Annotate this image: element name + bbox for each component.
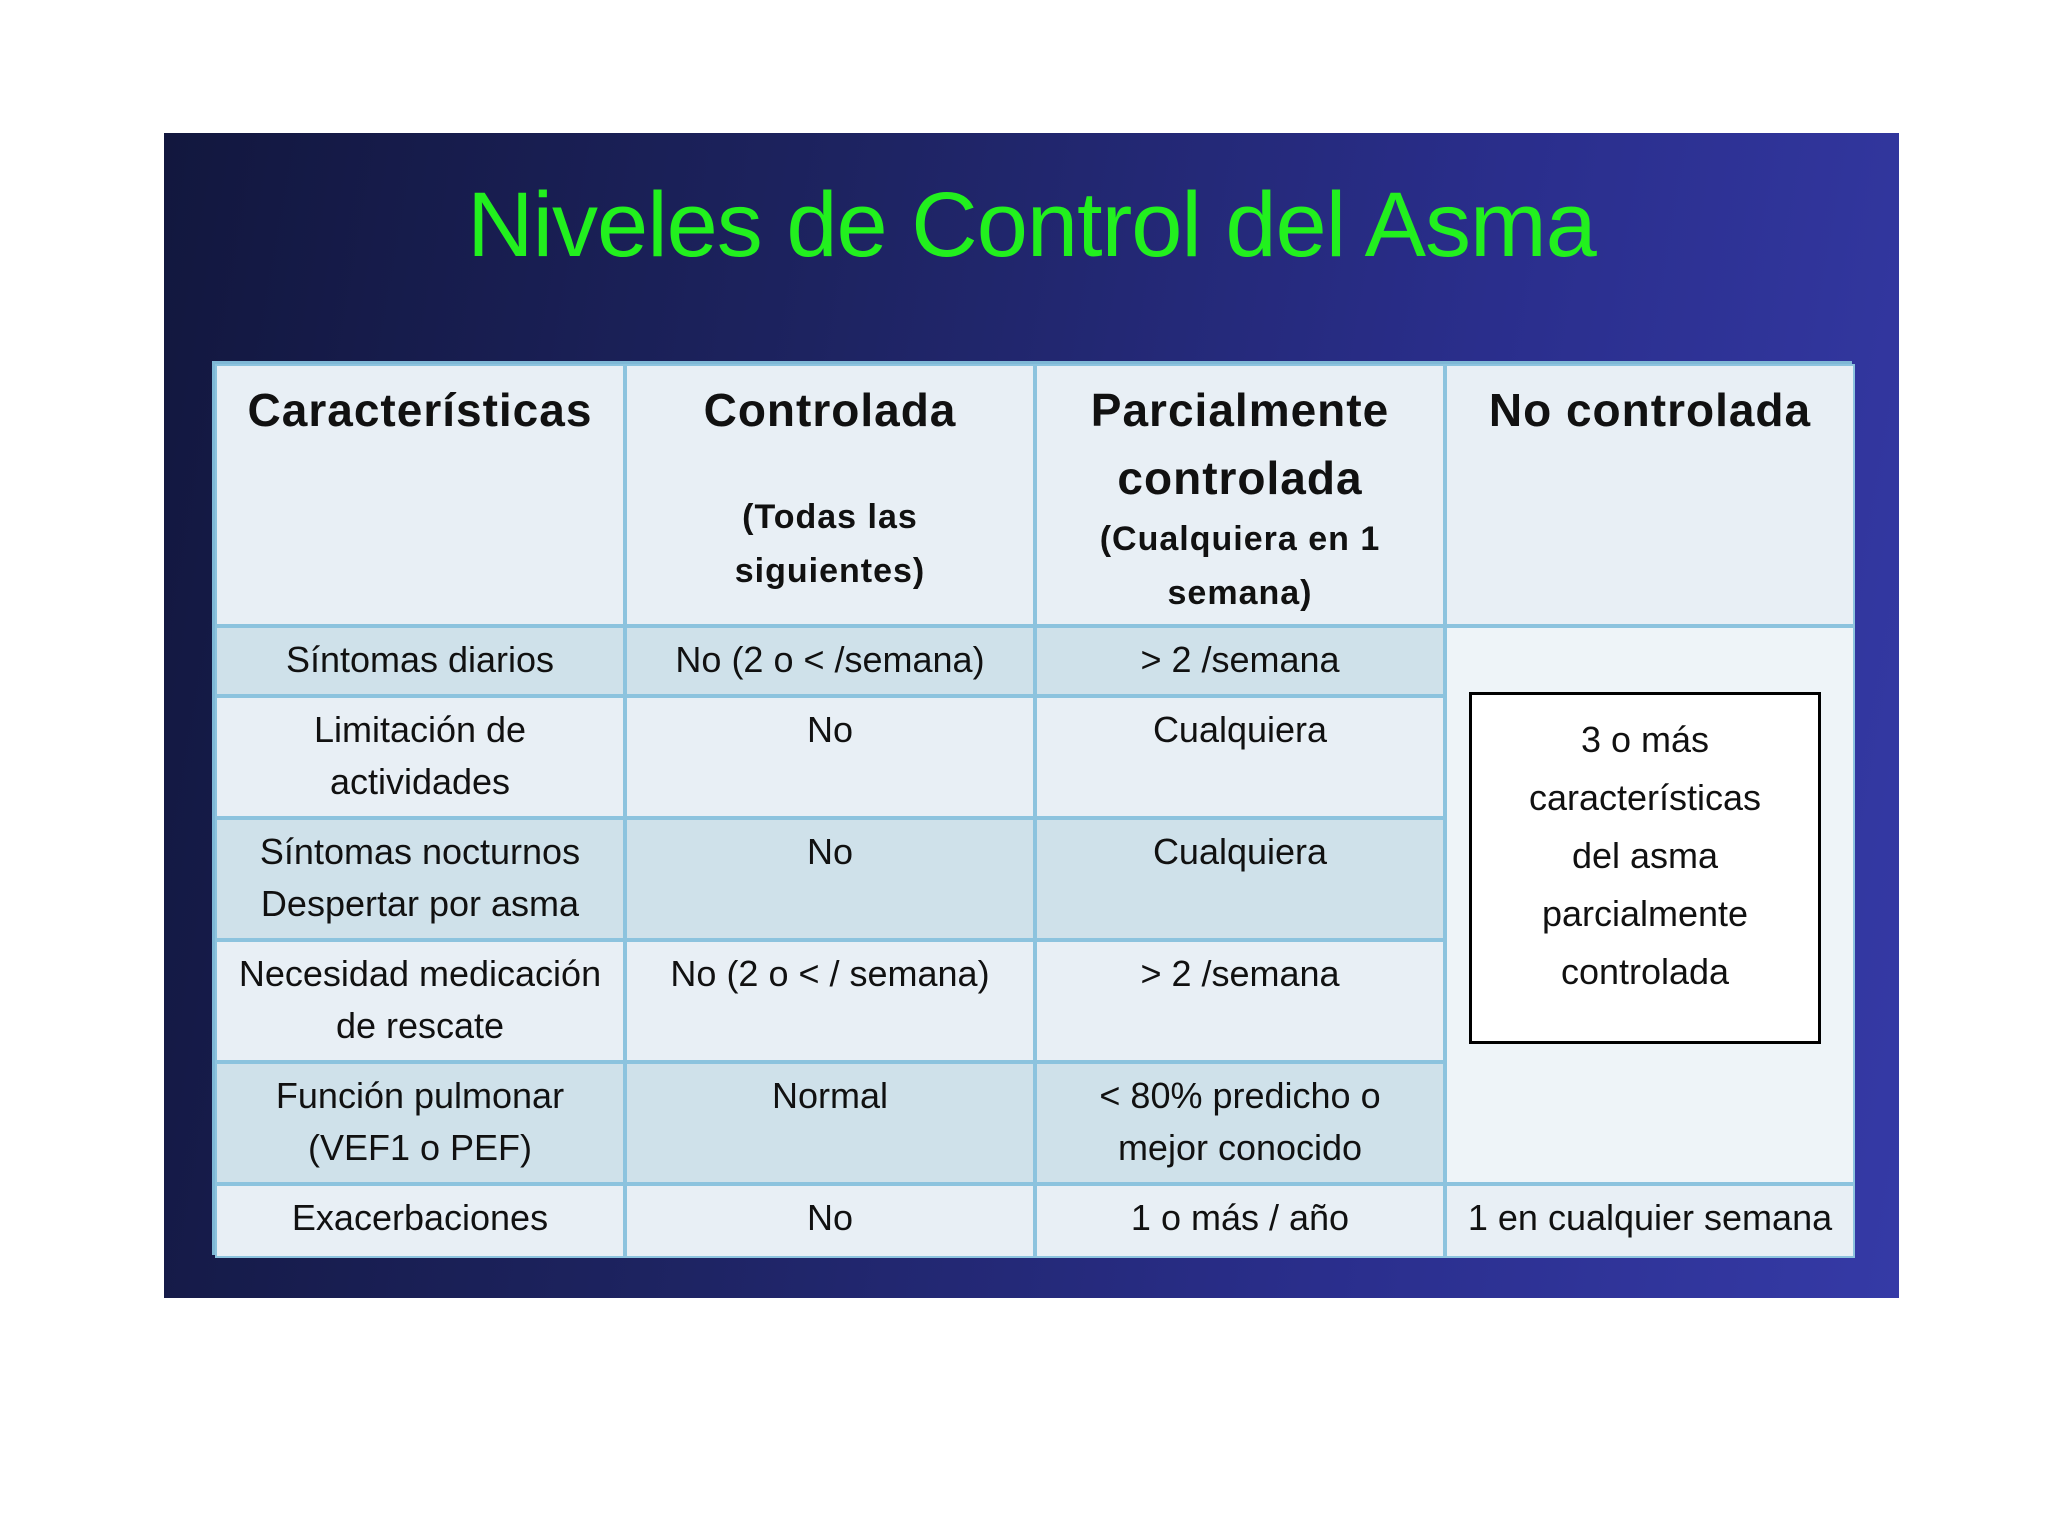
header-controlled-label: Controlada [703, 384, 957, 436]
uncontrolled-criteria-cell [1445, 626, 1855, 1184]
header-partial-label-2: controlada [1117, 452, 1363, 504]
cell-text: Cualquiera [1152, 831, 1328, 872]
row-label-text: actividades [329, 761, 511, 802]
cell-text: mejor conocido [1117, 1127, 1363, 1168]
row-partial-rescue-medication [1035, 940, 1445, 1062]
box-text-line: 3 o más [1580, 719, 1710, 760]
row-controlled-nocturnal-symptoms [625, 818, 1035, 940]
row-label-text: Limitación de [313, 709, 527, 750]
cell-text: No [806, 1197, 854, 1238]
cell-text: No (2 o < /semana) [675, 639, 985, 680]
header-partial-sub-1: (Cualquiera en 1 [1099, 520, 1381, 558]
box-text-line: características [1528, 777, 1762, 818]
row-controlled-activity-limitation [625, 696, 1035, 818]
header-uncontrolled [1445, 364, 1855, 626]
row-label-text: Necesidad medicación [238, 953, 602, 994]
row-partial-activity-limitation [1035, 696, 1445, 818]
row-label-activity-limitation [215, 696, 625, 818]
box-text-line: controlada [1560, 951, 1730, 992]
row-uncontrolled-exacerbations [1445, 1184, 1855, 1258]
header-partially-controlled [1035, 364, 1445, 626]
header-uncontrolled-label: No controlada [1488, 384, 1812, 436]
row-label-text: Síntomas diarios [285, 639, 555, 680]
cell-text: No [806, 709, 854, 750]
cell-text: No [806, 831, 854, 872]
row-label-text: Síntomas nocturnos [259, 831, 581, 872]
row-partial-lung-function [1035, 1062, 1445, 1184]
cell-text: No (2 o < / semana) [670, 953, 990, 994]
row-label-exacerbations [215, 1184, 625, 1258]
asthma-control-table [212, 361, 1852, 1255]
row-controlled-daily-symptoms [625, 626, 1035, 696]
cell-text: Cualquiera [1152, 709, 1328, 750]
row-label-text: (VEF1 o PEF) [307, 1127, 533, 1168]
box-text-line: del asma [1571, 835, 1719, 876]
row-label-text: Despertar por asma [260, 883, 580, 924]
row-label-nocturnal-symptoms [215, 818, 625, 940]
header-partial-sub-2: semana) [1167, 574, 1313, 612]
row-label-text: de rescate [335, 1005, 505, 1046]
box-text-line: parcialmente [1541, 893, 1749, 934]
row-label-daily-symptoms [215, 626, 625, 696]
header-characteristics-label: Características [247, 384, 593, 436]
header-characteristics [215, 364, 625, 626]
header-controlled [625, 364, 1035, 626]
uncontrolled-criteria-box [1469, 692, 1821, 1044]
row-controlled-lung-function [625, 1062, 1035, 1184]
cell-text: > 2 /semana [1140, 639, 1340, 680]
row-label-text: Función pulmonar [275, 1075, 565, 1116]
cell-text: Normal [771, 1075, 888, 1116]
row-controlled-exacerbations [625, 1184, 1035, 1258]
header-partial-label-1: Parcialmente [1090, 384, 1390, 436]
cell-text: > 2 /semana [1140, 953, 1340, 994]
row-controlled-rescue-medication [625, 940, 1035, 1062]
cell-text: < 80% predicho o [1099, 1075, 1381, 1116]
slide [164, 133, 1899, 1298]
slide-title: Niveles de Control del Asma [467, 174, 1596, 276]
row-label-lung-function [215, 1062, 625, 1184]
row-label-text: Exacerbaciones [291, 1197, 549, 1238]
header-controlled-sub-2: siguientes) [734, 552, 926, 590]
row-partial-exacerbations [1035, 1184, 1445, 1258]
header-controlled-sub-1: (Todas las [742, 498, 918, 536]
cell-text: 1 o más / año [1130, 1197, 1350, 1238]
row-partial-nocturnal-symptoms [1035, 818, 1445, 940]
row-partial-daily-symptoms [1035, 626, 1445, 696]
cell-text: 1 en cualquier semana [1467, 1197, 1833, 1238]
row-label-rescue-medication [215, 940, 625, 1062]
